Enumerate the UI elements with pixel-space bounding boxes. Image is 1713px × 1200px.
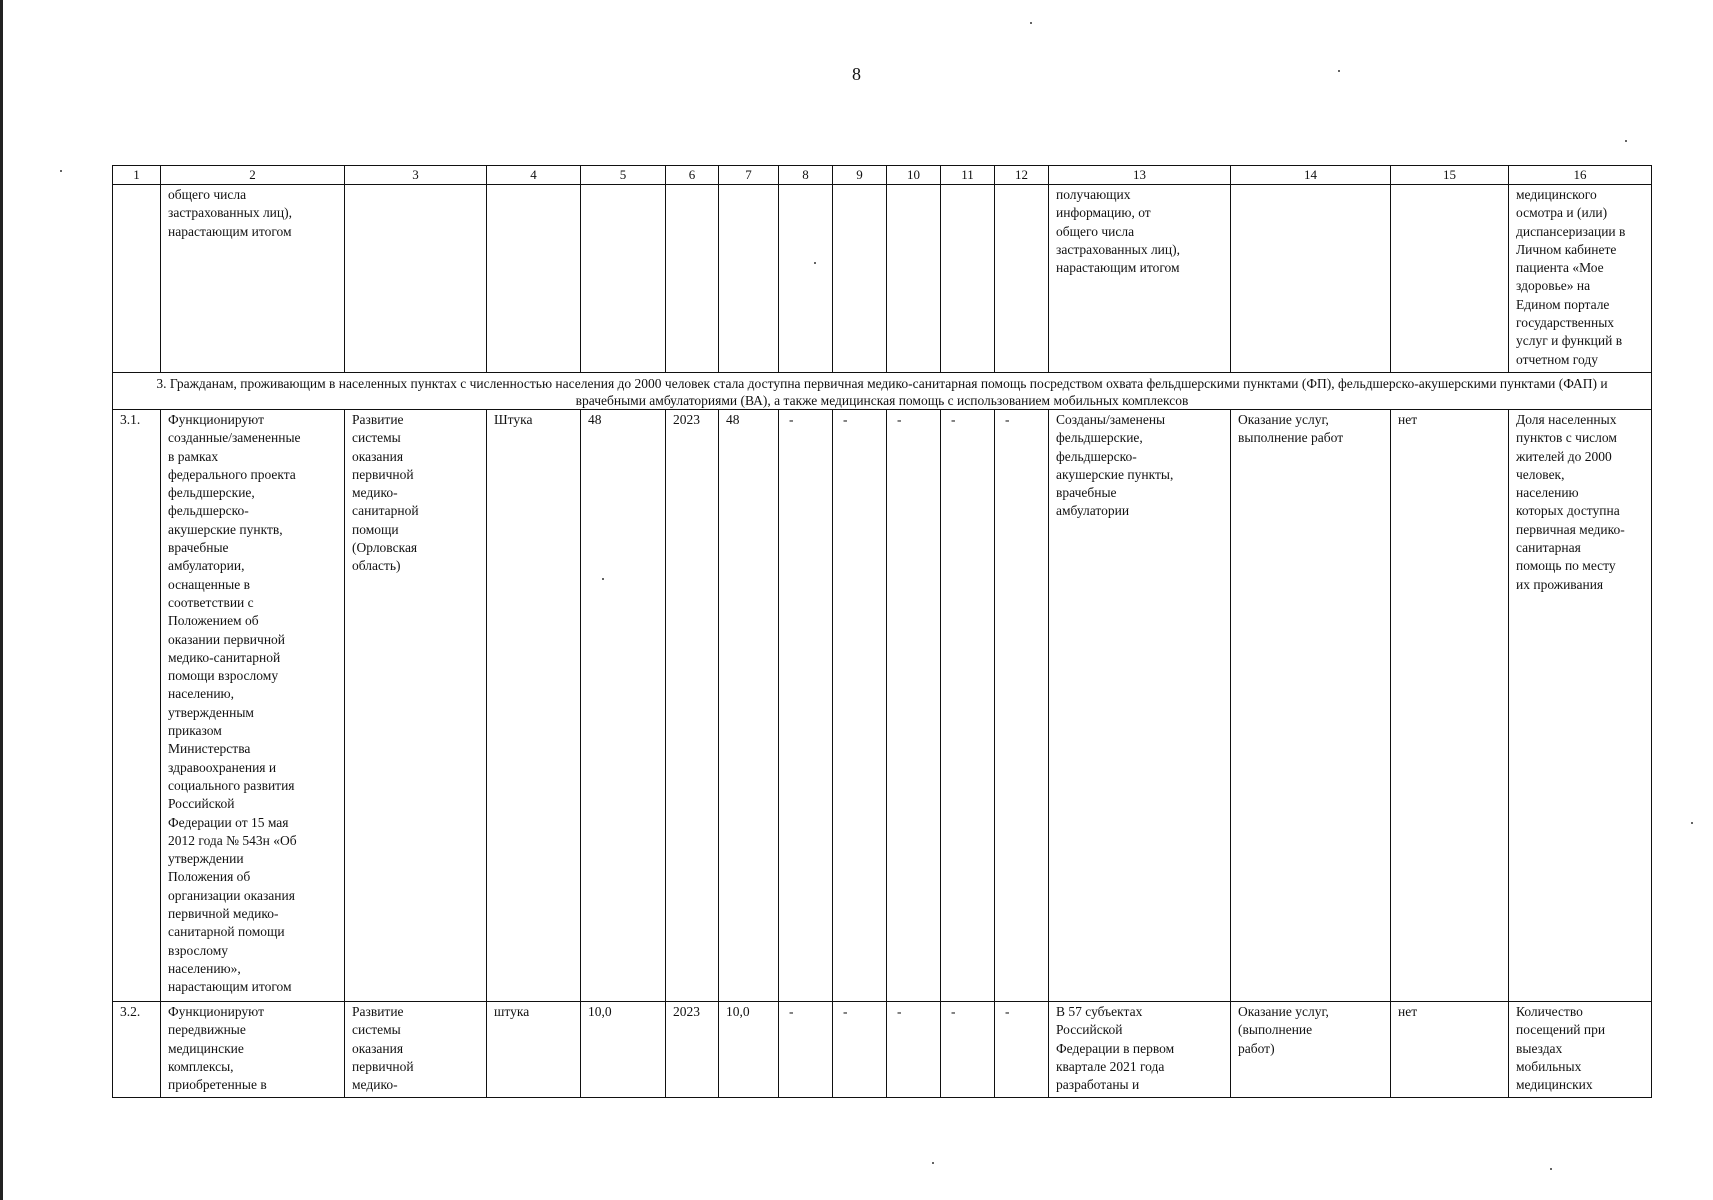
cell-5 [581,185,666,373]
col-num-2: 2 [161,166,345,185]
scan-speck [1550,1168,1552,1170]
cell-year: 2023 [666,1002,719,1098]
cell-value-8: - [779,410,833,1002]
column-number-row [113,166,1652,185]
cell-value-10: - [887,1002,941,1098]
cell-result-name: Функционируют передвижные медицинские комплексы, приобретенные в [161,1002,345,1098]
cell-result-name: Функционируют созданные/замененные в рамках федерального проекта фельдшерские, фельдшерско- акушерские пунктв, врачебные амбулатории, оснащенные в соответствии с Положением об оказании первичной медико-санитарной помощи взрослому населению, утвержденным приказом Министерства здравоохранения и социального развития Российской Федерации от 15 мая 2012 года № 543н «Об утверждении Положения об организации оказания первичной медико- санитарной помощи взрослому населению», нарастающим итогом [161,410,345,1002]
cell-type: Оказание услуг, выполнение работ [1231,410,1391,1002]
col-num-10: 10 [887,166,941,185]
cell-10 [887,185,941,373]
cell-unit: штука [487,1002,581,1098]
scan-left-edge [0,0,3,1200]
table-row-3-2 [113,1002,1652,1098]
row-number: 3.2. [113,1002,161,1098]
cell-value-10: - [887,410,941,1002]
cell-indicator-name: общего числа застрахованных лиц), нарастающим итогом [161,185,345,373]
cell-14 [1231,185,1391,373]
cell-6 [666,185,719,373]
col-num-4: 4 [487,166,581,185]
cell-base-value: 10,0 [581,1002,666,1098]
cell-value-12: - [995,410,1049,1002]
cell-value-8: - [779,1002,833,1098]
cell-unit: Штука [487,410,581,1002]
cell-11 [941,185,995,373]
measures-table [112,165,1652,1098]
scan-speck [932,1162,934,1164]
cell-3 [345,185,487,373]
scan-speck [602,578,604,580]
col-num-9: 9 [833,166,887,185]
col-num-16: 16 [1509,166,1652,185]
cell-1 [113,185,161,373]
section-3-row [113,373,1652,410]
scan-speck [1030,22,1032,24]
table-row-continued [113,185,1652,373]
col-num-13: 13 [1049,166,1231,185]
cell-target-indicator: медицинского осмотра и (или) диспансеризации в Личном кабинете пациента «Мое здоровье» на Едином портале государственных услуг и функций в отчетном году [1509,185,1652,373]
cell-link: нет [1391,1002,1509,1098]
scan-speck [814,262,816,264]
cell-year: 2023 [666,410,719,1002]
table-row-3-1 [113,410,1652,1002]
cell-indicator: Количество посещений при выездах мобильных медицинских [1509,1002,1652,1098]
cell-value-12: - [995,1002,1049,1098]
col-num-12: 12 [995,166,1049,185]
scan-speck [60,170,62,172]
col-num-14: 14 [1231,166,1391,185]
col-num-15: 15 [1391,166,1509,185]
cell-8 [779,185,833,373]
cell-value-9: - [833,1002,887,1098]
cell-value-9: - [833,410,887,1002]
cell-characteristic: Созданы/заменены фельдшерские, фельдшерско- акушерские пункты, врачебные амбулатории [1049,410,1231,1002]
cell-link: нет [1391,410,1509,1002]
cell-4 [487,185,581,373]
cell-result: получающих информацию, от общего числа застрахованных лиц), нарастающим итогом [1049,185,1231,373]
cell-value-11: - [941,410,995,1002]
cell-project: Развитие системы оказания первичной медико- [345,1002,487,1098]
page-number: 8 [852,64,861,84]
cell-indicator: Доля населенных пунктов с числом жителей до 2000 человек, населению которых доступна первичная медико- санитарная помощь по месту их проживания [1509,410,1652,1002]
col-num-5: 5 [581,166,666,185]
cell-15 [1391,185,1509,373]
cell-value-2023: 48 [719,410,779,1002]
col-num-1: 1 [113,166,161,185]
col-num-11: 11 [941,166,995,185]
scan-speck [1625,140,1627,142]
col-num-6: 6 [666,166,719,185]
cell-value-2023: 10,0 [719,1002,779,1098]
col-num-3: 3 [345,166,487,185]
scan-speck [1691,822,1693,824]
cell-type: Оказание услуг, (выполнение работ) [1231,1002,1391,1098]
col-num-7: 7 [719,166,779,185]
cell-7 [719,185,779,373]
row-number: 3.1. [113,410,161,1002]
cell-value-11: - [941,1002,995,1098]
cell-base-value: 48 [581,410,666,1002]
cell-9 [833,185,887,373]
cell-project: Развитие системы оказания первичной медико- санитарной помощи (Орловская область) [345,410,487,1002]
scan-speck [1338,70,1340,72]
cell-characteristic: В 57 субъектах Российской Федерации в первом квартале 2021 года разработаны и [1049,1002,1231,1098]
col-num-8: 8 [779,166,833,185]
section-3-title: 3. Гражданам, проживающим в населенных пунктах с численностью населения до 2000 человек стала доступна первичная медико-санитарная помощь посредством охвата фельдшерскими пунктами (ФП), фельдшерско-акушерскими пунктами (ФАП) и врачебными амбулаториями (ВА), а также медицинская помощь с использованием мобильных комплексов [113,373,1652,410]
cell-12 [995,185,1049,373]
